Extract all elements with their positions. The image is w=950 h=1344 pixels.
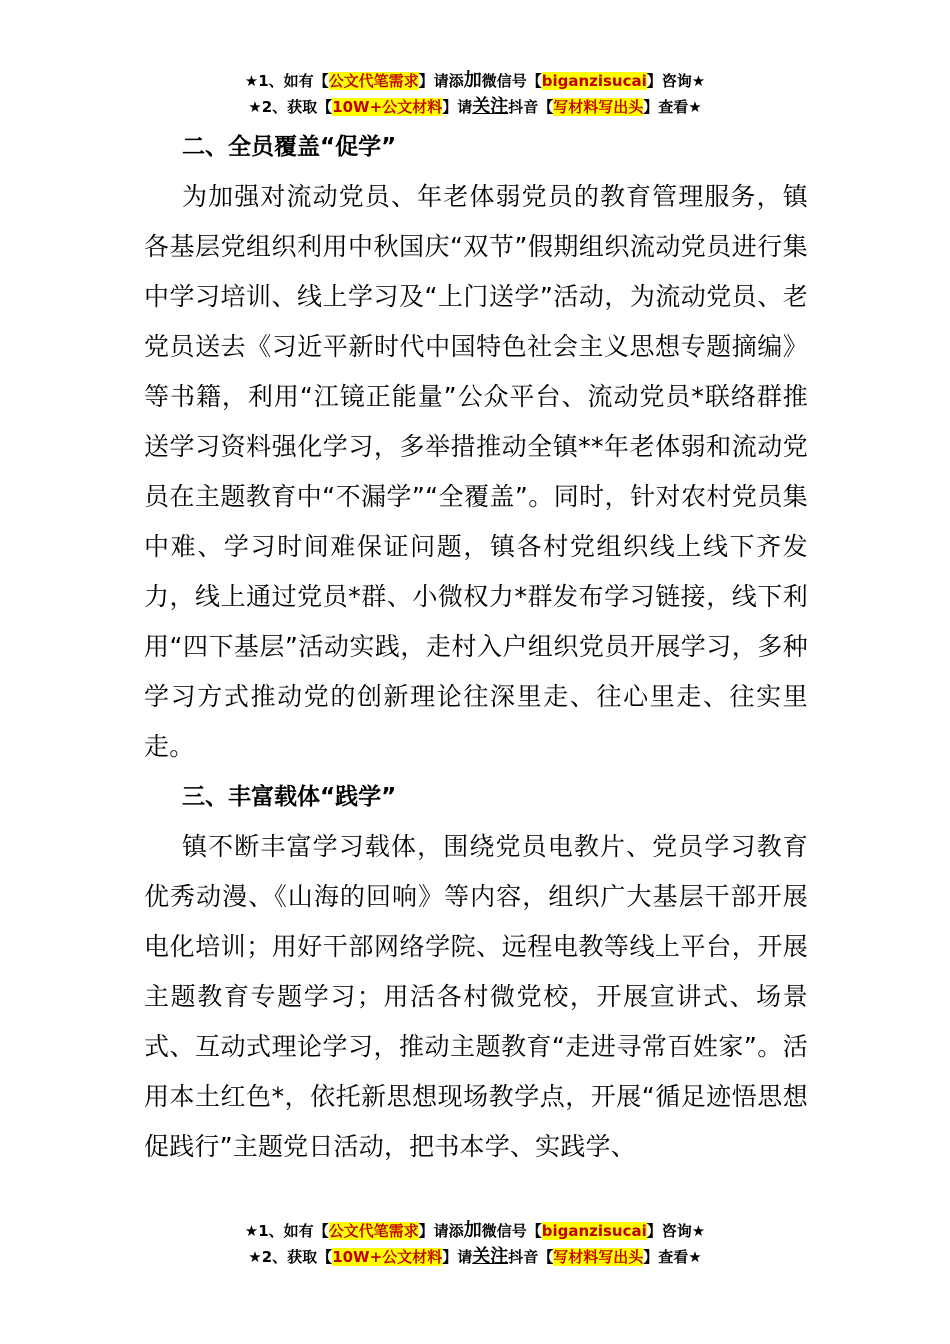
banner-emphasis: 关注 bbox=[472, 1246, 509, 1267]
banner-text: ★2、获取【 bbox=[248, 98, 333, 116]
banner-text: 】咨询★ bbox=[646, 1222, 706, 1240]
banner-text: 】请 bbox=[442, 98, 473, 116]
footer-banner bbox=[0, 1218, 950, 1270]
banner-line-2 bbox=[0, 94, 950, 120]
banner-highlight: 10W+公文材料 bbox=[332, 1248, 443, 1266]
banner-highlight: 公文代笔需求 bbox=[328, 72, 419, 90]
header-banner bbox=[0, 68, 950, 120]
banner-wechat-id: biganzisucai bbox=[541, 72, 647, 90]
banner-text: ★1、如有【 bbox=[244, 1222, 329, 1240]
section-heading-3: 三、丰富载体“践学” bbox=[182, 784, 397, 810]
banner-douyin-id: 写材料写出头 bbox=[553, 1248, 644, 1266]
section-heading-2: 二、全员覆盖“促学” bbox=[182, 134, 397, 160]
banner-douyin-id: 写材料写出头 bbox=[553, 98, 644, 116]
banner-text: 】查看★ bbox=[643, 1248, 702, 1266]
document-body bbox=[144, 122, 808, 1172]
banner-text: ★1、如有【 bbox=[244, 72, 329, 90]
banner-text: 】查看★ bbox=[643, 98, 702, 116]
section-paragraph-3: 镇不断丰富学习载体，围绕党员电教片、党员学习教育优秀动漫、《山海的回响》等内容，组织广大基层干部开展电化培训；用好干部网络学院、远程电教等线上平台，开展主题教育专题学习；用活各村微党校，开展宣讲式、场景式、互动式理论学习，推动主题教育“走进寻常百姓家”。活用本土红色*，依托新思想现场教学点，开展“循足迹悟思想促践行”主题党日活动，把书本学、实践学、 bbox=[144, 832, 808, 1161]
section-paragraph-2: 为加强对流动党员、年老体弱党员的教育管理服务，镇各基层党组织利用中秋国庆“双节”假期组织流动党员进行集中学习培训、线上学习及“上门送学”活动，为流动党员、老党员送去《习近平新时代中国特色社会主义思想专题摘编》等书籍，利用“江镜正能量”公众平台、流动党员*联络群推送学习资料强化学习，多举措推动全镇**年老体弱和流动党员在主题教育中“不漏学”“全覆盖”。同时，针对农村党员集中难、学习时间难保证问题，镇各村党组织线上线下齐发力，线上通过党员*群、小微权力*群发布学习链接，线下利用“四下基层”活动实践，走村入户组织党员开展学习，多种学习方式推动党的创新理论往深里走、往心里走、往实里走。 bbox=[144, 182, 808, 761]
banner-text: ★2、获取【 bbox=[248, 1248, 333, 1266]
banner-text: 微信号【 bbox=[481, 72, 542, 90]
banner-emphasis: 加 bbox=[463, 1220, 482, 1241]
banner-text: 抖音【 bbox=[508, 1248, 554, 1266]
banner-line-1 bbox=[0, 1218, 950, 1244]
banner-line-1 bbox=[0, 68, 950, 94]
banner-highlight: 公文代笔需求 bbox=[328, 1222, 419, 1240]
banner-wechat-id: biganzisucai bbox=[541, 1222, 647, 1240]
banner-emphasis: 关注 bbox=[472, 96, 509, 117]
banner-emphasis: 加 bbox=[463, 70, 482, 91]
banner-line-2 bbox=[0, 1244, 950, 1270]
banner-highlight: 10W+公文材料 bbox=[332, 98, 443, 116]
banner-text: 微信号【 bbox=[481, 1222, 542, 1240]
banner-text: 抖音【 bbox=[508, 98, 554, 116]
banner-text: 】请添 bbox=[418, 72, 464, 90]
banner-text: 】咨询★ bbox=[646, 72, 706, 90]
banner-text: 】请 bbox=[442, 1248, 473, 1266]
banner-text: 】请添 bbox=[418, 1222, 464, 1240]
